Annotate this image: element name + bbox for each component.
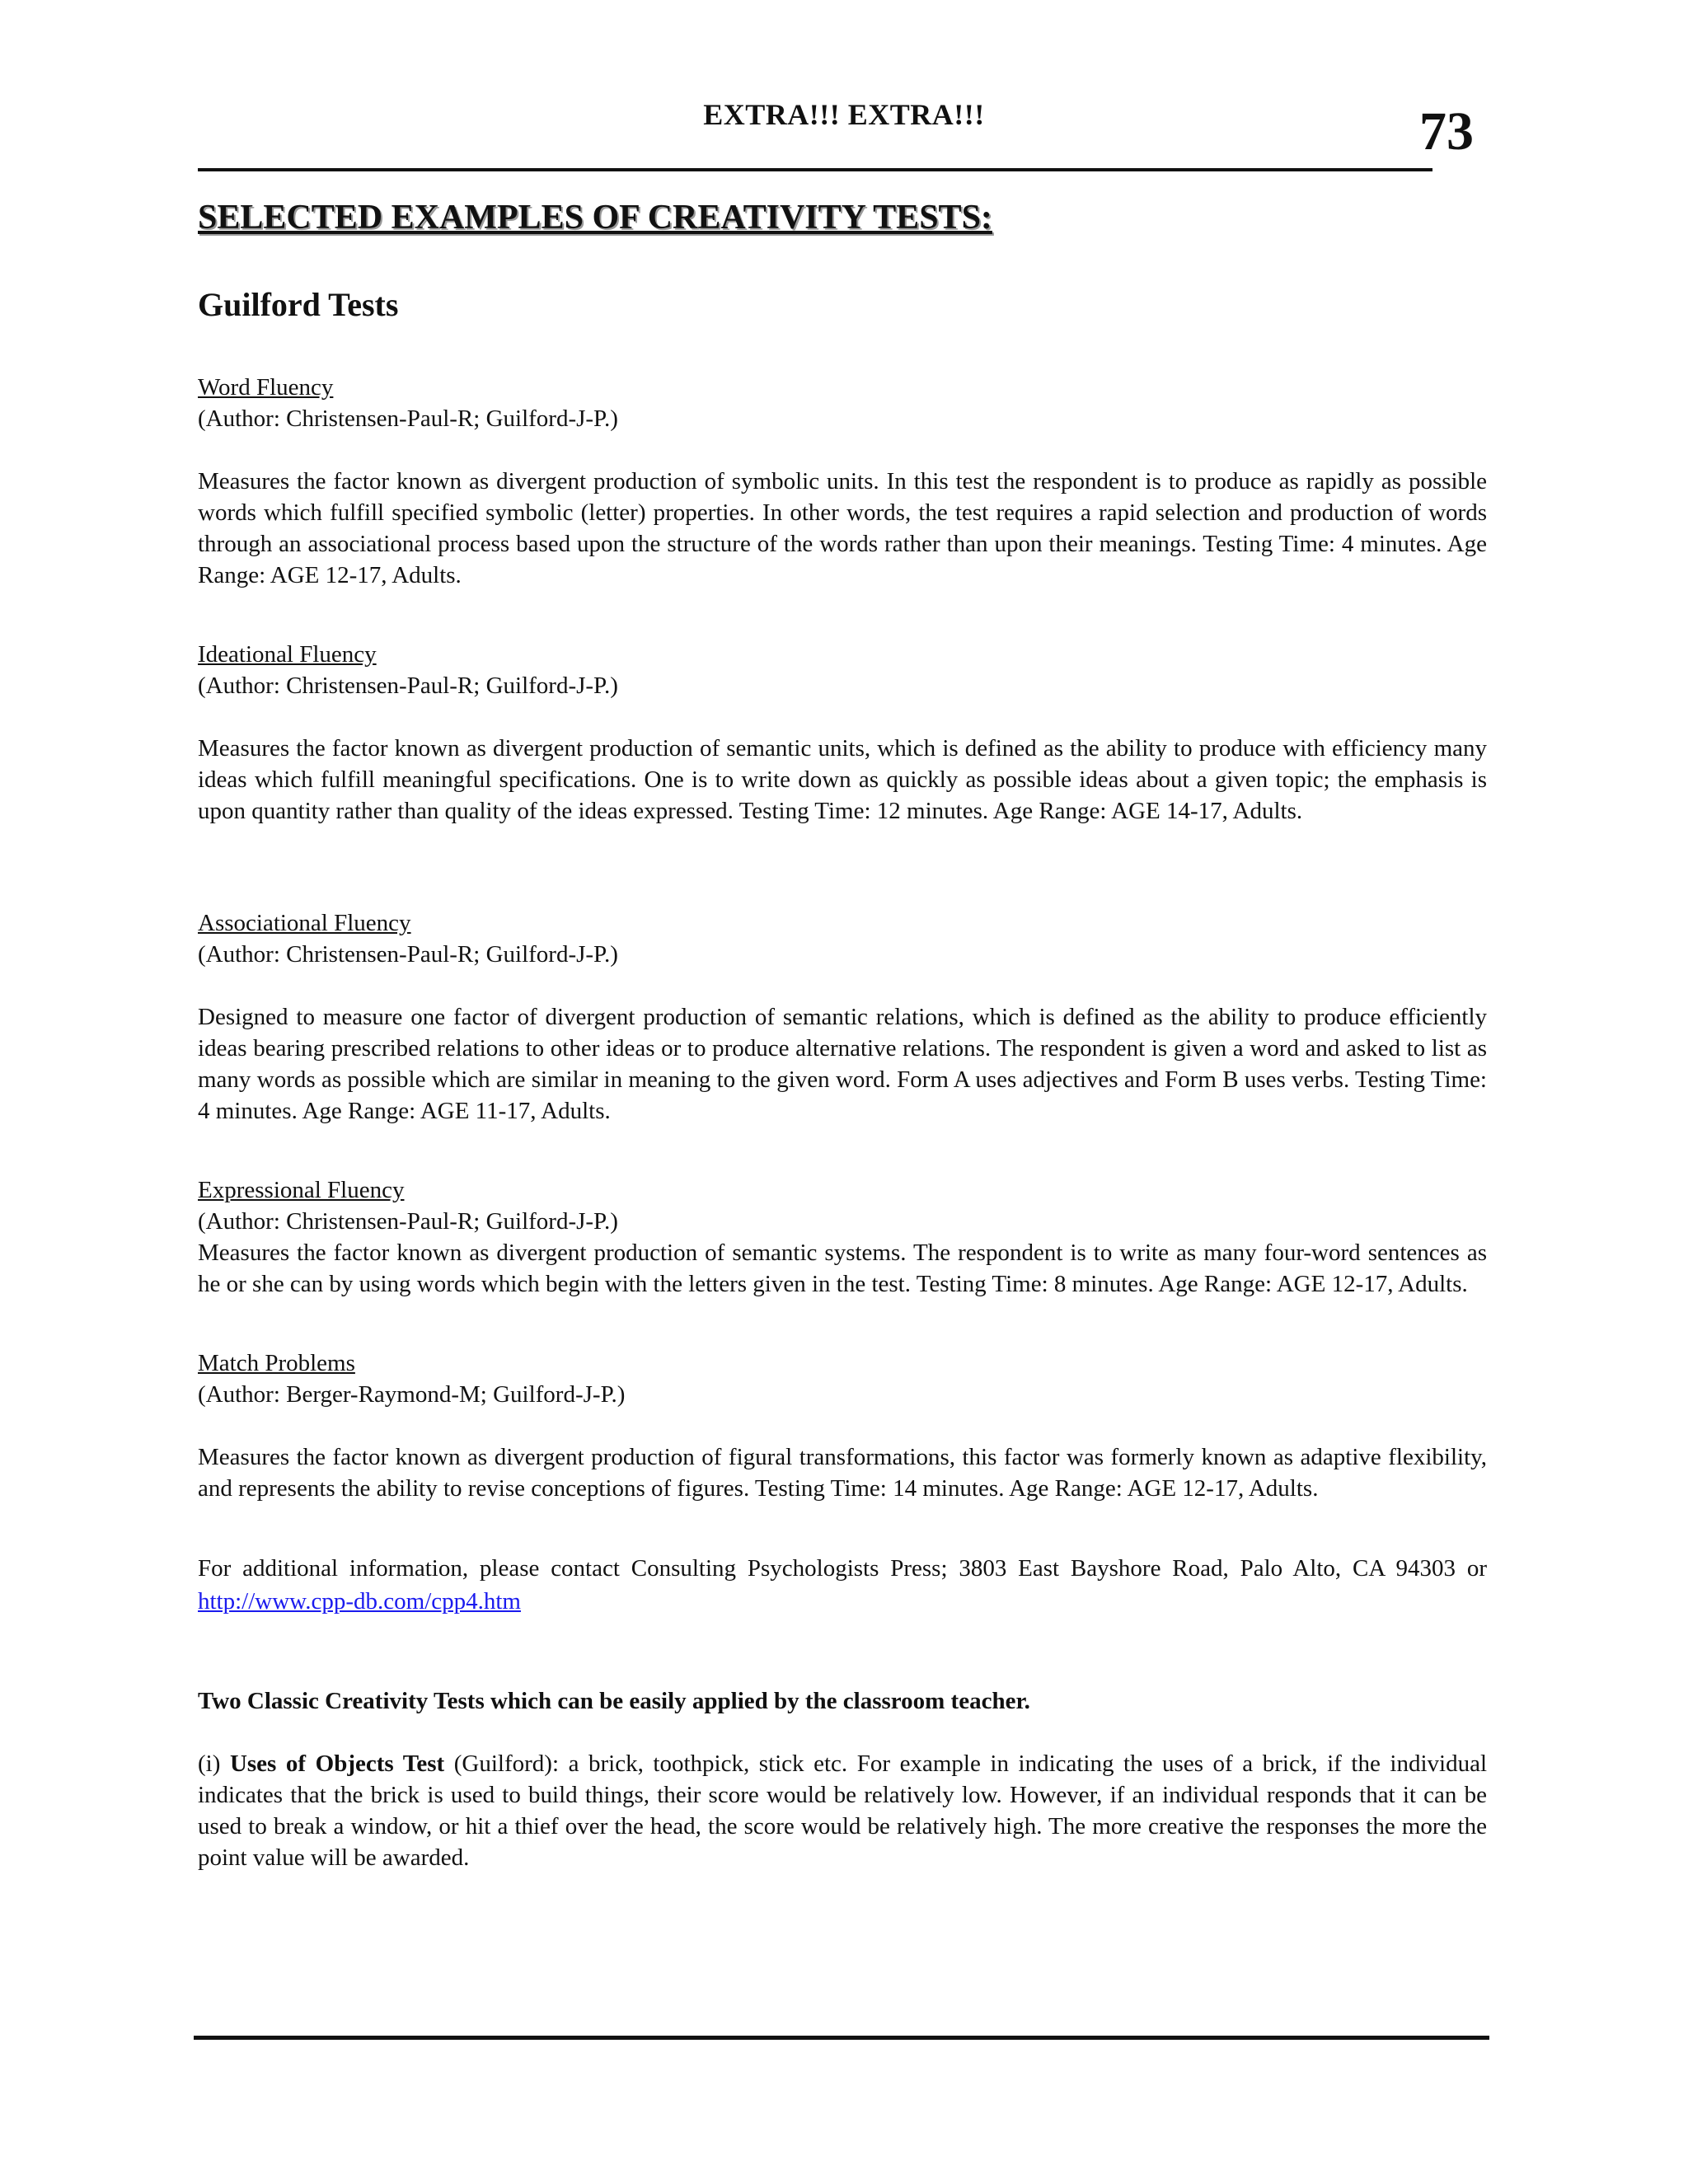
test-name: Match Problems <box>198 1350 355 1376</box>
test-author: (Author: Christensen-Paul-R; Guilford-J-P.) <box>198 673 618 699</box>
test-name: Word Fluency <box>198 374 334 401</box>
section-heading-guilford: Guilford Tests <box>198 286 399 323</box>
test-description: Designed to measure one factor of divergent production of semantic relations, which is defined as the ability to produce efficiently ideas bearing prescribed relations to other ideas or to produce alternative relations. The respondent is given a word and asked to list as many words as possible which are similar in meaning to the given word. Form A uses adjectives and Form B uses verbs. Testing Time: 4 minutes. Age Range: AGE 11-17, Adults. <box>198 1004 1487 1124</box>
main-heading: SELECTED EXAMPLES OF CREATIVITY TESTS: <box>198 199 992 237</box>
test-description: Measures the factor known as divergent production of figural transformations, this factor was formerly known as adaptive flexibility, and represents the ability to revise conceptions of figures. Testing Time: 14 minutes. Age Range: AGE 12-17, Adults. <box>198 1444 1487 1502</box>
test-author: (Author: Christensen-Paul-R; Guilford-J-P.) <box>198 1208 618 1235</box>
test-author: (Author: Christensen-Paul-R; Guilford-J-P.) <box>198 941 618 968</box>
footer-rule <box>194 2036 1489 2040</box>
test-author: (Author: Christensen-Paul-R; Guilford-J-P.) <box>198 405 618 432</box>
running-header: EXTRA!!! EXTRA!!! <box>703 98 985 131</box>
contact-text: For additional information, please contact Consulting Psychologists Press; 3803 East Bayshore Road, Palo Alto, CA 94303 or <box>198 1555 1487 1582</box>
header-rule <box>198 168 1432 171</box>
test-expressional-fluency <box>198 1174 1487 1300</box>
classic-tests-heading: Two Classic Creativity Tests which can be easily applied by the classroom teacher. <box>198 1688 1030 1714</box>
item-test-name: Uses of Objects Test <box>229 1750 445 1777</box>
item-description: (Guilford): a brick, toothpick, stick etc. For example in indicating the uses of a brick, if the individual indicates that the brick is used to build things, their score would be relatively low. However, if an individual responds that it can be used to break a window, or hit a thief over the head, the score would be relatively high. The more creative the responses the more the point value will be awarded. <box>198 1750 1488 1871</box>
test-associational-fluency <box>198 907 1487 1127</box>
test-name: Expressional Fluency <box>198 1177 405 1203</box>
test-name: Associational Fluency <box>198 910 411 936</box>
page-content <box>198 198 1487 1873</box>
test-ideational-fluency <box>198 639 1487 827</box>
item-prefix: (i) <box>198 1750 230 1777</box>
test-match-problems <box>198 1347 1487 1504</box>
test-description: Measures the factor known as divergent production of semantic units, which is defined as the ability to produce with efficiency many ideas which fulfill meaningful specifications. One is to write down as quickly as possible ideas about a given topic; the emphasis is upon quantity rather than quality of the ideas expressed. Testing Time: 12 minutes. Age Range: AGE 14-17, Adults. <box>198 735 1487 824</box>
test-description: Measures the factor known as divergent production of symbolic units. In this test the respondent is to produce as rapidly as possible words which fulfill specified symbolic (letter) properties. In other words, the test requires a rapid selection and production of words through an associational process based upon the structure of the words rather than upon their meanings. Testing Time: 4 minutes. Age Range: AGE 12-17, Adults. <box>198 468 1487 588</box>
test-word-fluency <box>198 372 1487 591</box>
test-author: (Author: Berger-Raymond-M; Guilford-J-P.) <box>198 1381 626 1408</box>
page-number: 73 <box>1419 101 1474 162</box>
test-name: Ideational Fluency <box>198 641 377 668</box>
test-description: Measures the factor known as divergent production of semantic systems. The respondent is to write as many four-word sentences as he or she can by using words which begin with the letters given in the test. Testing Time: 8 minutes. Age Range: AGE 12-17, Adults. <box>198 1240 1487 1297</box>
cpp-link[interactable]: http://www.cpp-db.com/cpp4.htm <box>198 1588 521 1615</box>
classic-test-item <box>198 1748 1487 1873</box>
contact-paragraph <box>198 1552 1487 1618</box>
